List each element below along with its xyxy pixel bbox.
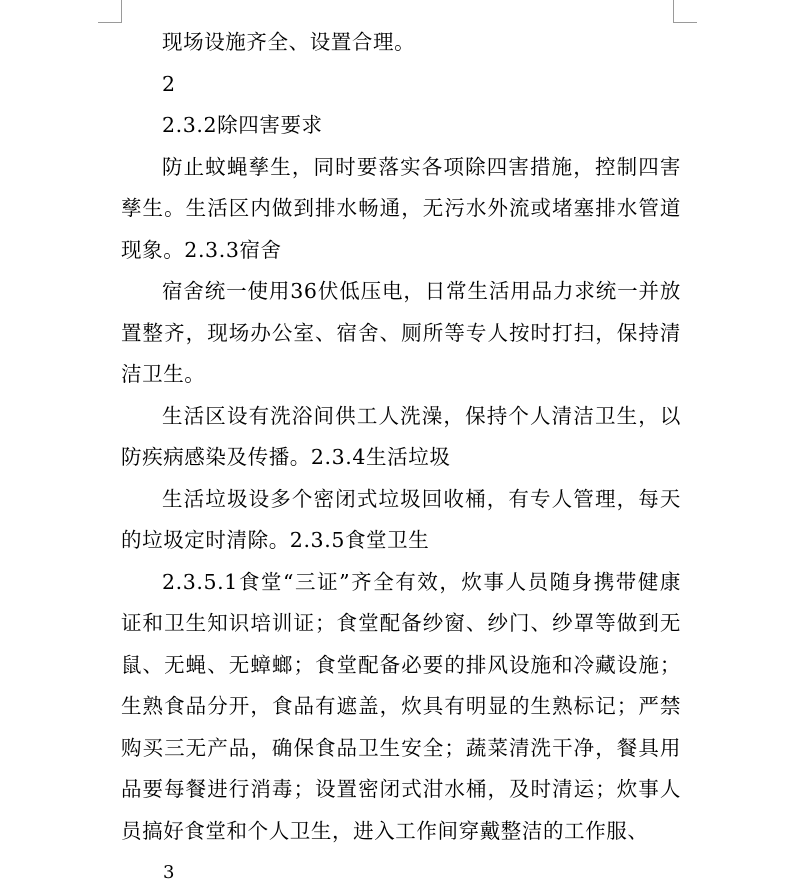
page-number: 3 xyxy=(163,862,175,879)
paragraph: 2 xyxy=(162,71,176,96)
margin-corner-mark-left-horizontal xyxy=(98,22,121,23)
paragraph: 宿舍统一使用36伏低压电，日常生活用品力求统一并放置整齐，现场办公室、宿舍、厕所等专人按时打扫，保持清洁卫生。 xyxy=(121,279,681,386)
paragraph: 现场设施齐全、设置合理。 xyxy=(162,30,416,54)
document-body xyxy=(121,22,681,852)
section-heading: 2.3.2除四害要求 xyxy=(162,113,323,137)
paragraph: 防止蚊蝇孳生，同时要落实各项除四害措施，控制四害孳生。生活区内做到排水畅通，无污水外流或堵塞排水管道现象。2.3.3宿舍 xyxy=(121,154,681,262)
paragraph: 生活区设有洗浴间供工人洗澡，保持个人清洁卫生，以防疾病感染及传播。2.3.4生活垃圾 xyxy=(121,403,681,469)
margin-corner-mark-right xyxy=(673,0,674,23)
paragraph: 2.3.5.1食堂“三证”齐全有效，炊事人员随身携带健康证和卫生知识培训证；食堂配备纱窗、纱门、纱罩等做到无鼠、无蝇、无蟑螂；食堂配备必要的排风设施和冷藏设施；生熟食品分开，食品有遮盖，炊具有明显的生熟标记；严禁购买三无产品，确保食品卫生安全；蔬菜清洗干净，餐具用品要每餐进行消毒；设置密闭式泔水桶，及时清运；炊事人员搞好食堂和个人卫生，进入工作间穿戴整洁的工作服、 xyxy=(121,569,681,843)
margin-corner-mark-left xyxy=(121,0,122,23)
paragraph: 生活垃圾设多个密闭式垃圾回收桶，有专人管理，每天的垃圾定时清除。2.3.5食堂卫生 xyxy=(121,486,681,552)
